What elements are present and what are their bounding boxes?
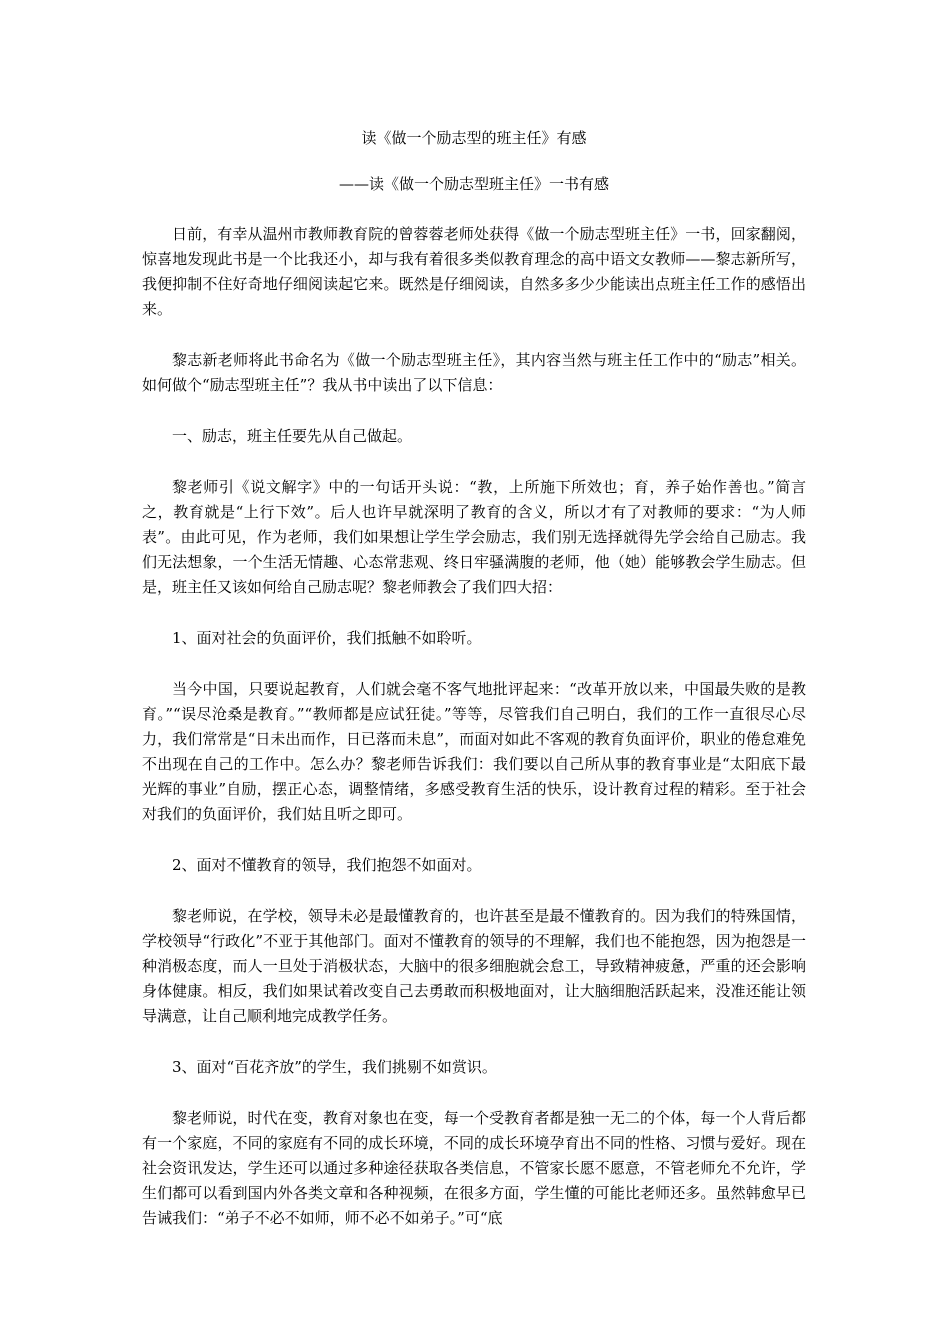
paragraph: 日前，有幸从温州市教师教育院的曾蓉蓉老师处获得《做一个励志型班主任》一书，回家翻阅，惊喜地发现此书是一个比我还小，却与我有着很多类似教育理念的高中语文女教师——黎志新所写，我便抑制不住好奇地仔细阅读起它来。既然是仔细阅读，自然多多少少能读出点班主任工作的感悟出来。 bbox=[142, 225, 806, 318]
subsection-heading: 3、面对“百花齐放”的学生，我们挑剔不如赏识。 bbox=[172, 1058, 497, 1076]
paragraph: 黎老师说，时代在变，教育对象也在变，每一个受教育者都是独一无二的个体，每一个人背后都有一个家庭，不同的家庭有不同的成长环境，不同的成长环境孕育出不同的性格、习惯与爱好。现在社会资讯发达，学生还可以通过多种途径获取各类信息，不管家长愿不愿意，不管老师允不允许，学生们都可以看到国内外各类文章和各种视频，在很多方面，学生懂的可能比老师还多。虽然韩愈早已告诫我们：“弟子不必不如师，师不必不如弟子。”可“底 bbox=[142, 1109, 806, 1227]
section-heading: 一、励志，班主任要先从自己做起。 bbox=[172, 427, 413, 445]
document-body bbox=[142, 118, 806, 1231]
subsection-heading: 2、面对不懂教育的领导，我们抱怨不如面对。 bbox=[172, 856, 482, 874]
paragraph: 黎志新老师将此书命名为《做一个励志型班主任》，其内容当然与班主任工作中的“励志”相关。如何做个“励志型班主任”？我从书中读出了以下信息： bbox=[142, 351, 806, 394]
paragraph: 黎老师说，在学校，领导未必是最懂教育的，也许甚至是最不懂教育的。因为我们的特殊国情，学校领导“行政化”不亚于其他部门。面对不懂教育的领导的不理解，我们也不能抱怨，因为抱怨是一种消极态度，而人一旦处于消极状态，大脑中的很多细胞就会怠工，导致精神疲惫，严重的还会影响身体健康。相反，我们如果试着改变自己去勇敢而积极地面对，让大脑细胞活跃起来，没准还能让领导满意，让自己顺利地完成教学任务。 bbox=[142, 907, 806, 1025]
paragraph: 黎老师引《说文解字》中的一句话开头说：“教，上所施下所效也；育，养子始作善也。”简言之，教育就是“上行下效”。后人也许早就深明了教育的含义，所以才有了对教师的要求：“为人师表”。由此可见，作为老师，我们如果想让学生学会励志，我们别无选择就得先学会给自己励志。我们无法想象，一个生活无情趣、心态常悲观、终日牢骚满腹的老师，他（她）能够教会学生励志。但是，班主任又该如何给自己励志呢？黎老师教会了我们四大招： bbox=[142, 478, 806, 596]
paragraph: 当今中国，只要说起教育，人们就会毫不客气地批评起来：“改革开放以来，中国最失败的是教育。”“误尽沧桑是教育。”“教师都是应试狂徒。”等等，尽管我们自己明白，我们的工作一直很尽心尽力，我们常常是“日未出而作，日已落而未息”，而面对如此不客观的教育负面评价，职业的倦怠难免不出现在自己的工作中。怎么办？黎老师告诉我们：我们要以自己所从事的教育事业是“太阳底下最光辉的事业”自励，摆正心态，调整情绪，多感受教育生活的快乐，设计教育过程的精彩。至于社会对我们的负面评价，我们姑且听之即可。 bbox=[142, 680, 806, 823]
document-subtitle: ——读《做一个励志型班主任》一书有感 bbox=[338, 175, 609, 193]
subsection-heading: 1、面对社会的负面评价，我们抵触不如聆听。 bbox=[172, 629, 482, 647]
document-title: 读《做一个励志型的班主任》有感 bbox=[361, 129, 587, 147]
